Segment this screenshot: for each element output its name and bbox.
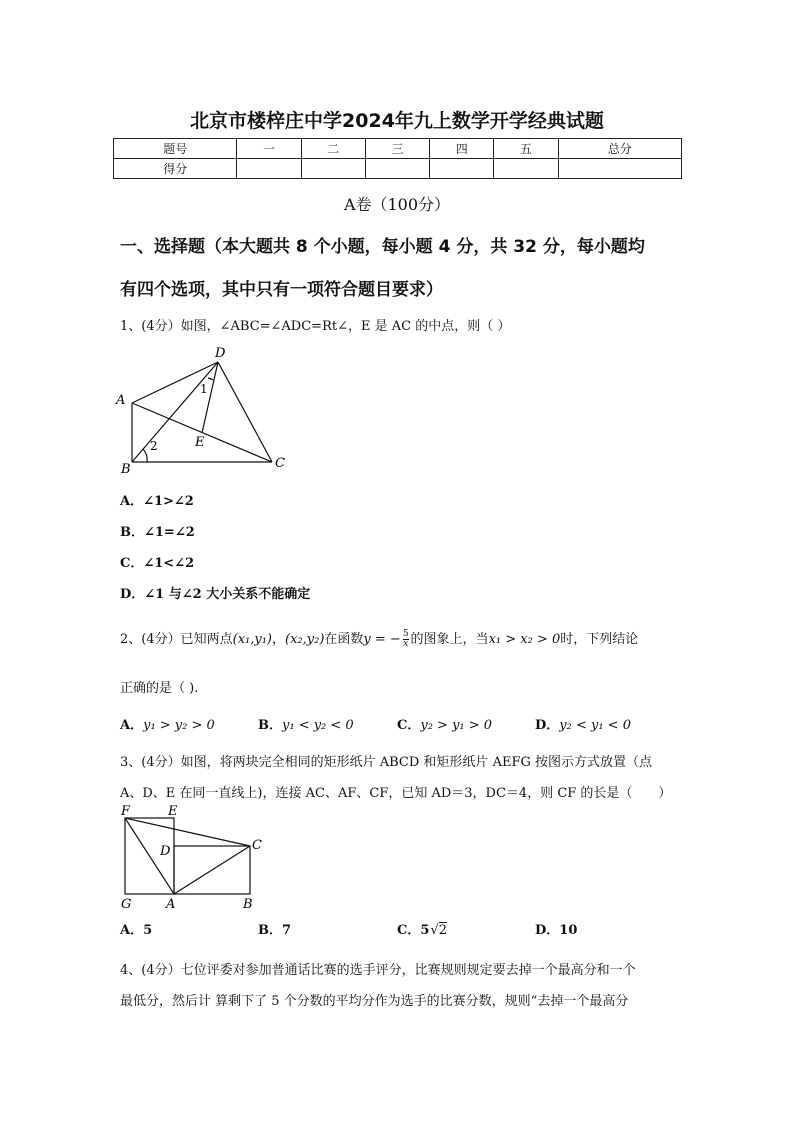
q3-line-AC [174,846,250,894]
q2-option-c-math: y₂ > y₁ > 0 [420,718,493,733]
score-header-cell: 一 [237,139,301,159]
q1-label-angle1: 1 [200,382,208,396]
score-table-score-row [114,159,682,179]
q1-angle2-arc [143,449,147,462]
page-title: 北京市楼梓庄中学2024年九上数学开学经典试题 [190,110,604,132]
q2-option-b[interactable] [258,714,354,733]
q1-label-D: D [215,346,226,361]
q1-option-d[interactable]: D．∠1 与∠2 大小关系不能确定 [120,587,311,602]
q1-option-a[interactable]: A．∠1>∠2 [120,494,194,509]
q2-option-a[interactable] [120,714,215,733]
q1-label-A: A [116,393,126,408]
q3-label-A: A [166,897,176,912]
q1-option-c[interactable]: C．∠1<∠2 [120,556,195,571]
q4-line1: 4、(4分）七位评委对参加普通话比赛的选手评分，比赛规则规定要去掉一个最高分和一个 [120,963,636,978]
q2-option-c-label: C． [397,718,421,733]
q3-label-D: D [160,844,171,859]
q2-sep: ， [272,632,286,647]
q2-fraction-den: x [403,639,409,649]
q3-option-a[interactable]: A．5 [120,923,153,938]
q3-line-CF [125,818,250,846]
q1-stem: 1、(4分）如图，∠ABC=∠ADC=Rt∠，E 是 AC 的中点，则（ ） [120,319,511,334]
q1-figure [112,342,297,477]
q3-label-C: C [252,838,262,853]
q2-func-lhs: y = − [363,632,401,647]
sqrt-icon: √ [430,923,439,938]
score-header-cell: 总分 [558,139,681,159]
part1-heading-line1: 一、选择题（本大题共 8 个小题，每小题 4 分，共 32 分，每小题均 [120,237,645,257]
q3-option-b[interactable]: B．7 [258,923,292,938]
q2-option-d-label: D． [535,718,560,733]
q3-option-c-radicand: 2 [438,923,447,938]
q2-option-b-label: B． [258,718,282,733]
section-a-title: A卷（100分） [343,195,451,214]
q2-line2: 正确的是（ ). [120,681,199,696]
score-header-cell: 三 [365,139,429,159]
score-cell[interactable] [430,159,494,179]
q3-option-c[interactable] [397,919,447,938]
q2-stem-a: 2、(4分）已知两点 [120,632,233,647]
q2-option-d[interactable] [535,714,631,733]
q3-option-d[interactable]: D．10 [535,923,578,938]
q1-label-angle2: 2 [150,439,158,453]
q3-label-E: E [168,804,178,819]
q2-stem-d: 时，下列结论 [560,632,639,647]
score-header-cell: 五 [494,139,558,159]
q3-label-B: B [243,897,253,912]
score-cell[interactable] [558,159,681,179]
q3-line1: 3、(4分）如图，将两块完全相同的矩形纸片 ABCD 和矩形纸片 AEFG 按图示方式放置（点 [120,755,652,770]
q3-option-c-label: C．5 [397,923,430,938]
q3-label-G: G [121,897,132,912]
q2-option-b-math: y₁ < y₂ < 0 [282,718,354,733]
score-row-label: 得分 [114,159,237,179]
q2-stem-c: 的图象上，当 [410,632,489,647]
q2-option-a-label: A． [120,718,144,733]
score-cell[interactable] [237,159,301,179]
score-header-cell: 二 [301,139,365,159]
q2-point2: (x₂,y₂) [285,632,325,647]
score-cell[interactable] [301,159,365,179]
q1-label-C: C [275,456,285,471]
q2-option-c[interactable] [397,714,492,733]
q2-stem-b: 在函数 [324,632,364,647]
q1-angle1-arc [208,378,213,380]
q3-line2: A、D、E 在同一直线上)，连接 AC、AF、CF，已知 AD＝3，DC＝4，则 CF 的长是（ ） [120,786,672,801]
q2-option-d-math: y₂ < y₁ < 0 [559,718,631,733]
score-cell[interactable] [494,159,558,179]
score-header-cell: 四 [430,139,494,159]
score-table [113,138,682,179]
q1-label-B: B [121,462,131,477]
q2-option-a-math: y₁ > y₂ > 0 [143,718,215,733]
q1-line-BD [132,362,218,462]
score-table-header-row [114,139,682,159]
part1-heading-line2: 有四个选项，其中只有一项符合题目要求） [120,280,443,300]
q3-figure [112,800,272,912]
q1-label-E: E [195,435,205,450]
q2-point1: (x₁,y₁) [232,632,272,647]
q3-label-F: F [121,804,131,819]
q2-fraction-num: 5 [402,629,409,639]
q2-stem [120,628,638,649]
score-cell[interactable] [365,159,429,179]
q2-fraction [403,630,409,649]
score-header-cell: 题号 [114,139,237,159]
q2-condition: x₁ > x₂ > 0 [488,632,561,647]
q1-option-b[interactable]: B．∠1=∠2 [120,525,195,540]
q4-line2: 最低分，然后计 算剩下了 5 个分数的平均分作为选手的比赛分数，规则“去掉一个最高分 [120,994,629,1009]
q1-line-DC [218,362,272,462]
q1-line-DE [202,362,218,433]
